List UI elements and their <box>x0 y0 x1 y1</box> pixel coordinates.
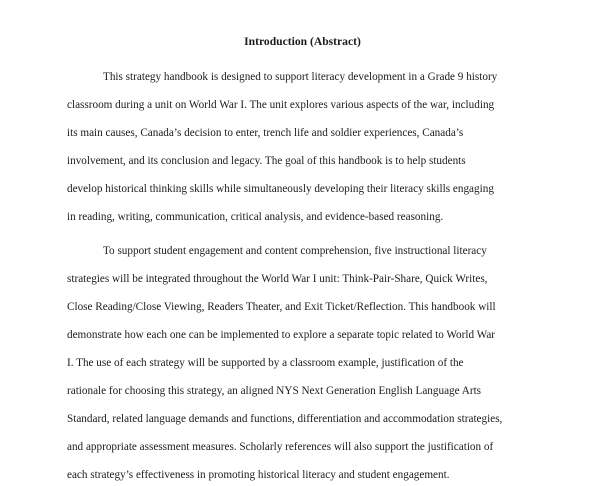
paragraph-line: classroom during a unit on World War I. The unit explores various aspects of the war, including <box>67 99 495 111</box>
paragraph-line: To support student engagement and content comprehension, five instructional literacy <box>103 245 487 257</box>
paragraph-line: each strategy’s effectiveness in promoting historical literacy and student engagement. <box>67 469 450 481</box>
paragraph-line: Close Reading/Close Viewing, Readers Theater, and Exit Ticket/Reflection. This handbook will <box>67 301 496 313</box>
paragraph-line: rationale for choosing this strategy, an aligned NYS Next Generation English Language Arts <box>67 385 482 397</box>
paragraph <box>67 237 538 486</box>
document-body <box>67 63 538 486</box>
paragraph-line: strategies will be integrated throughout the World War I unit: Think-Pair-Share, Quick Writes, <box>67 273 488 285</box>
paragraph-line: This strategy handbook is designed to support literacy development in a Grade 9 history <box>103 71 498 83</box>
paragraph-line: in reading, writing, communication, critical analysis, and evidence-based reasoning. <box>67 211 444 223</box>
paragraph-line: its main causes, Canada’s decision to enter, trench life and soldier experiences, Canada’s <box>67 127 464 139</box>
paragraph-line: demonstrate how each one can be implemented to explore a separate topic related to World War <box>67 329 496 341</box>
paragraph-line: Standard, related language demands and functions, differentiation and accommodation strategies, <box>67 413 503 425</box>
paragraph-line: and appropriate assessment measures. Scholarly references will also support the justification of <box>67 441 494 453</box>
paragraph-line: I. The use of each strategy will be supported by a classroom example, justification of the <box>67 357 464 369</box>
paragraph <box>67 63 538 231</box>
document-title: Introduction (Abstract) <box>244 35 361 48</box>
paragraph-line: involvement, and its conclusion and legacy. The goal of this handbook is to help students <box>67 155 466 167</box>
paragraph-line: develop historical thinking skills while simultaneously developing their literacy skills engaging <box>67 183 494 195</box>
